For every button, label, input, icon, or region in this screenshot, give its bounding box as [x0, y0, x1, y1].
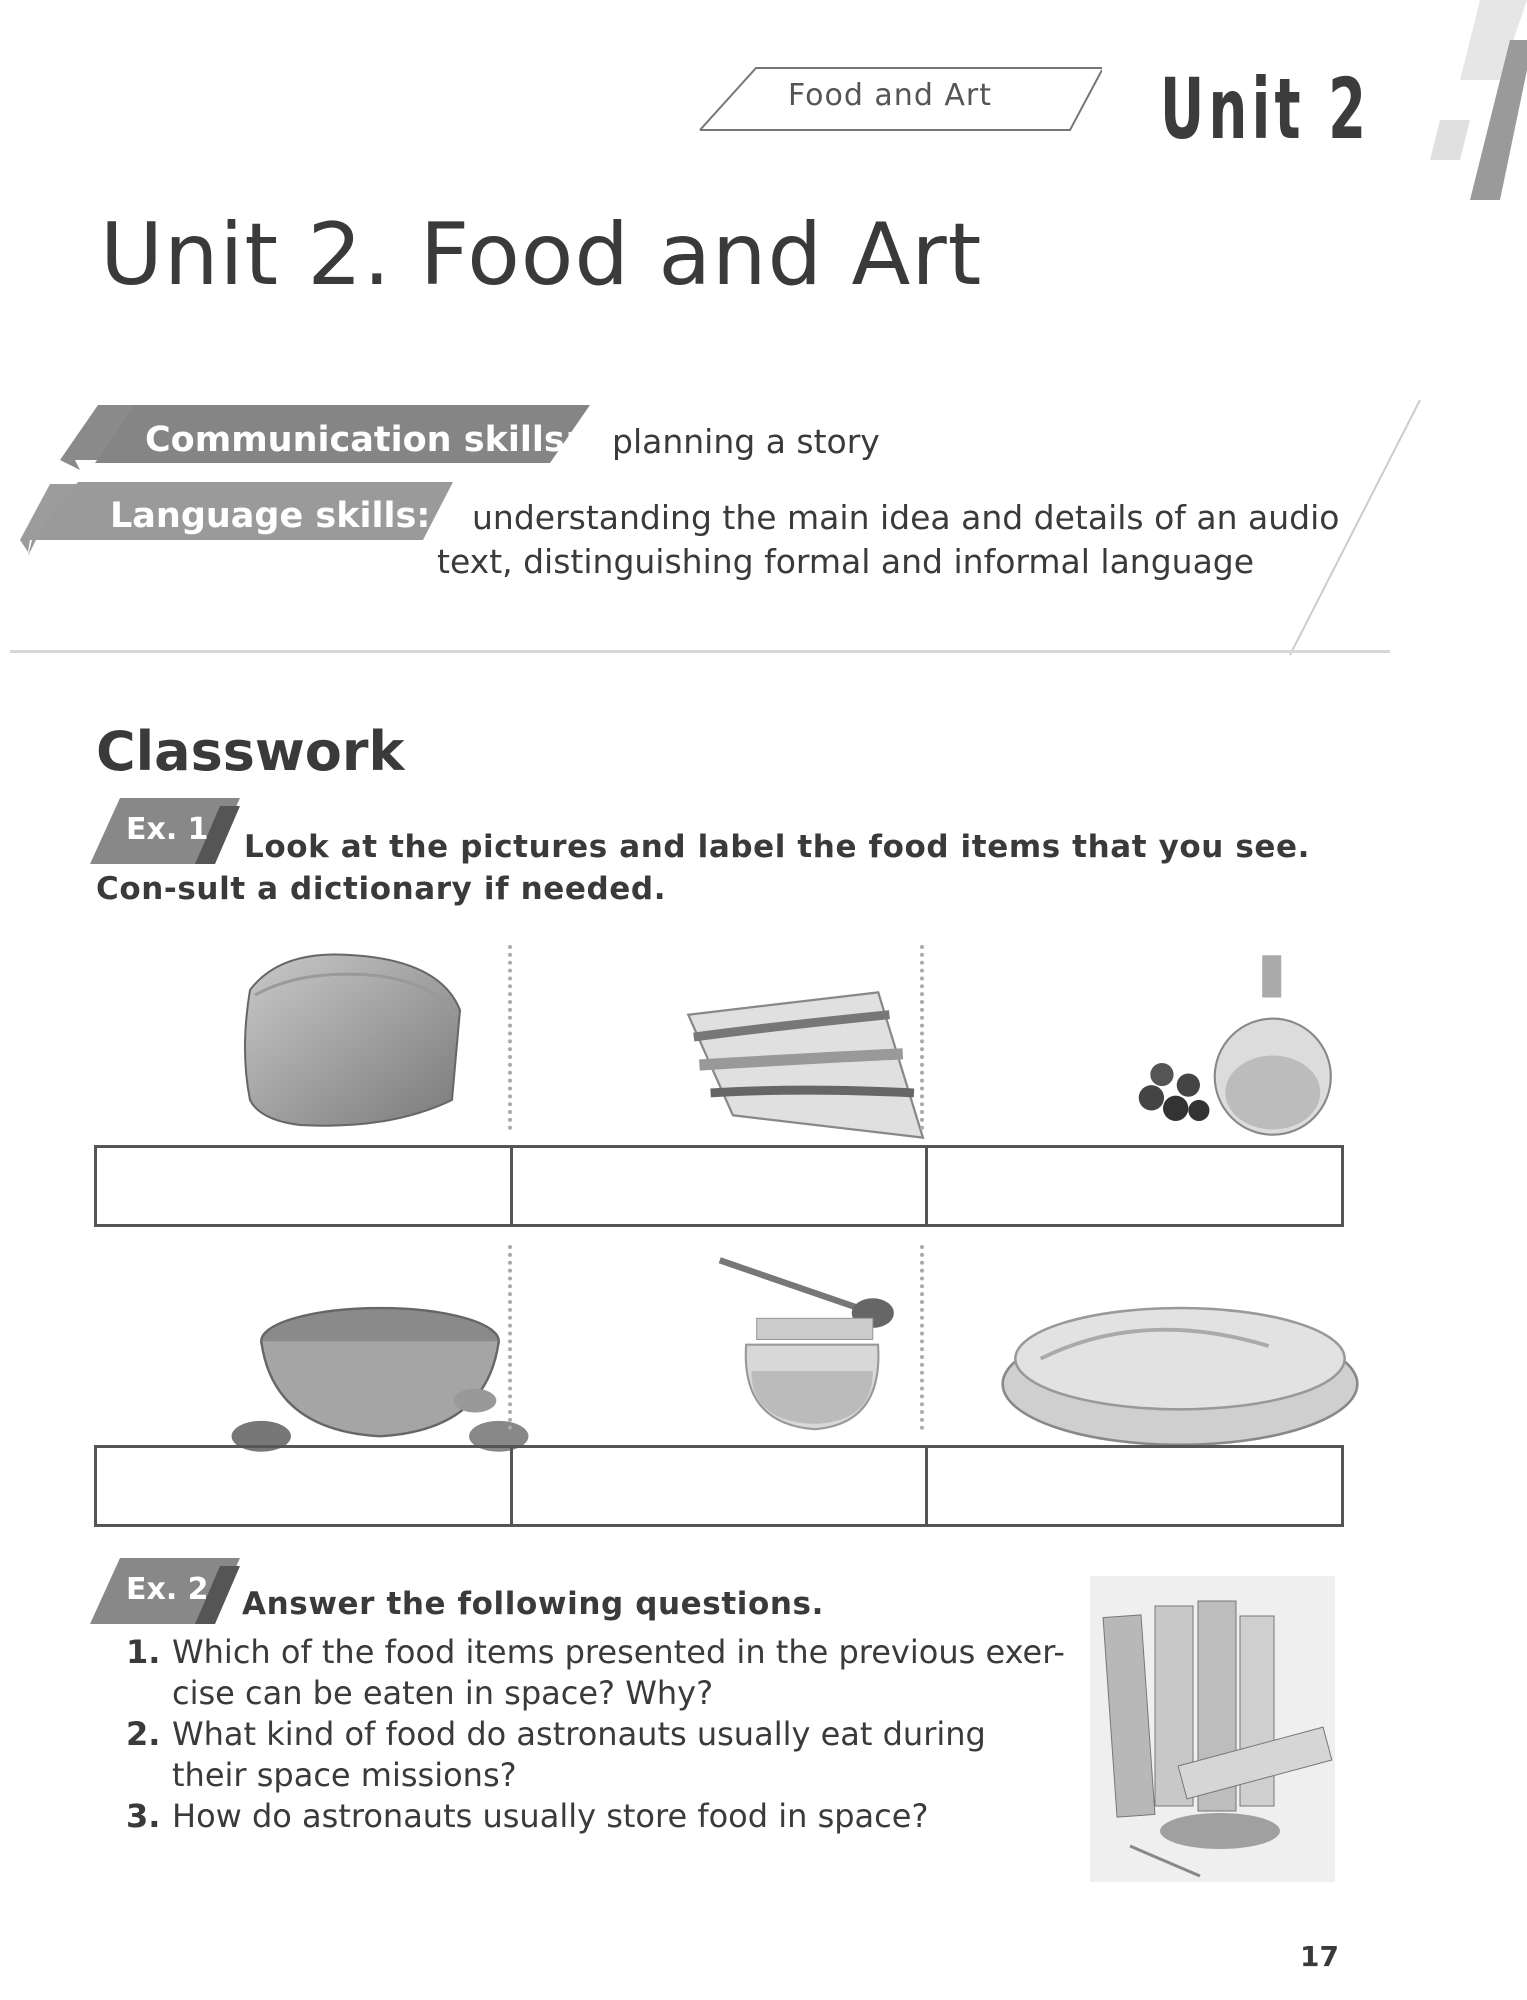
label-box-sandwich[interactable] [513, 1148, 929, 1224]
sandwich-image [600, 970, 1000, 1160]
olive-oil-image [1020, 950, 1420, 1140]
label-box-olive-oil[interactable] [928, 1148, 1341, 1224]
question-item [126, 1632, 1066, 1714]
label-row-1 [94, 1145, 1344, 1227]
language-skills-text-line2: text, distinguishing formal and informal language [437, 542, 1255, 581]
ex1-label: Ex. 1 [126, 812, 209, 847]
ex2-label: Ex. 2 [126, 1572, 209, 1607]
question-item [126, 1796, 1066, 1837]
grid-divider [920, 945, 927, 1130]
page-number: 17 [1300, 1940, 1339, 1973]
label-box-bread[interactable] [97, 1148, 513, 1224]
peanut-butter-image [180, 1270, 580, 1460]
question-text: What kind of food do astronauts usually eat during their space missions? [172, 1715, 986, 1794]
grid-divider [508, 1245, 515, 1430]
question-number: 2. [126, 1715, 161, 1753]
section-divider [10, 650, 1390, 653]
ex2-heading: Answer the following questions. [242, 1586, 824, 1622]
page-title: Unit 2. Food and Art [100, 205, 983, 305]
question-text: How do astronauts usually store food in space? [172, 1797, 929, 1835]
bread-loaf-image [140, 950, 540, 1140]
language-skills-text-line1: understanding the main idea and details of an audio [472, 498, 1340, 537]
communication-skills-label: Communication skills: [145, 420, 579, 460]
label-row-2 [94, 1445, 1344, 1527]
label-box-honey[interactable] [513, 1448, 929, 1524]
question-list [126, 1632, 1066, 1837]
ex1-instruction: Look at the pictures and label the food items that you see. Con-sult a dictionary if needed. [96, 829, 1311, 907]
honey-image [620, 1255, 1020, 1445]
question-text: Which of the food items presented in the previous exer-cise can be eaten in space? Why? [172, 1633, 1065, 1712]
decorative-diagonal [1280, 400, 1430, 660]
label-box-tortilla[interactable] [928, 1448, 1341, 1524]
grid-divider [920, 1245, 927, 1430]
section-tab-label: Food and Art [787, 78, 993, 113]
label-box-peanut-butter[interactable] [97, 1448, 513, 1524]
corner-decoration [1400, 0, 1527, 210]
grid-divider [508, 945, 515, 1130]
communication-skills-text: planning a story [612, 422, 880, 461]
language-skills-label: Language skills: [110, 496, 431, 536]
space-food-image [1090, 1576, 1335, 1882]
tortilla-image [980, 1270, 1380, 1460]
question-number: 1. [126, 1633, 161, 1671]
classwork-heading: Classwork [96, 720, 405, 783]
unit-badge: Unit 2 [1160, 60, 1371, 158]
question-item [126, 1714, 1066, 1796]
question-number: 3. [126, 1797, 161, 1835]
